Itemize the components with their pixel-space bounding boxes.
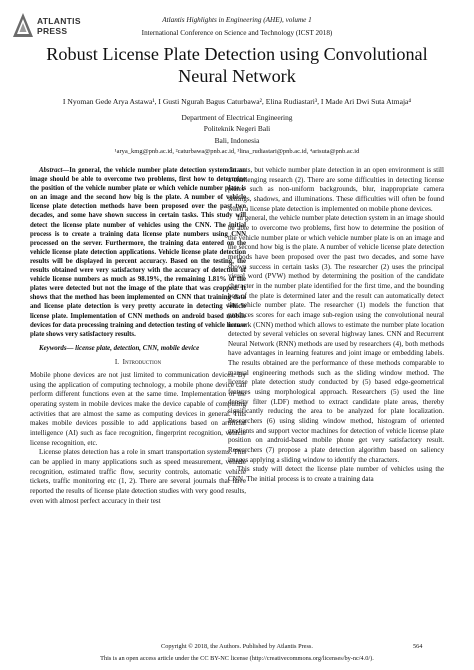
logo-text-line1: ATLANTIS xyxy=(37,16,81,26)
body-paragraph: This study will detect the license plate number of vehicles using the CNN. The initial process is to create a training data xyxy=(228,465,444,483)
abstract xyxy=(30,166,246,339)
conference-header: International Conference on Science and Technology (ICST 2018) xyxy=(141,29,333,37)
affiliation-department: Department of Electrical Engineering xyxy=(181,113,293,122)
left-column xyxy=(30,166,246,506)
keywords: Keywords— license plate, detection, CNN, mobile device xyxy=(39,344,200,352)
paper-title-line: Robust License Plate Detection using Convolutional xyxy=(46,44,428,64)
right-column xyxy=(228,166,444,485)
affiliation-institution: Politeknik Negeri Bali xyxy=(203,124,271,133)
logo-text-line2: PRESS xyxy=(37,26,68,36)
section-heading xyxy=(30,358,246,368)
body-paragraph: datasets, but vehicle number plate detection in an open environment is still a challenging research (2). There are some difficulties in detecting license plates such as non-uniform backgrounds, blur, inappropriate camera settings, shadows, and illuminations. These difficulties will often be found when a license plate detection is implemented on mobile phone devices. xyxy=(228,166,444,213)
abstract-label: Abstract xyxy=(39,167,63,174)
author-list: I Nyoman Gede Arya Astawa¹, I Gusti Ngurah Bagus Caturbawa², Elina Rudiastari³, I Made Ari Dwi Suta Atmaja⁴ xyxy=(62,97,412,106)
body-paragraph: In general, the vehicle number plate detection system in an image should be able to overcome two problems, first how to determine the position of the vehicle number plate or which vehicle number plate is on an image and the second how big is the plate. A number of vehicle license plate detection methods have been proposed over the past two decades, and some have shown success in certain tasks (3). The researcher (2) uses the principal visual word (PVW) method by determining the position of the candidate character in the number plate identified for the first time, and the bounding box of the plate is determined later and the result can automatically detect the vehicle number plate. The researcher (1) models the function that produces scores for each image sub-region using the convolutional neural network (CNN) method which allows to estimate the number plate location detected by several vehicles on several highway lanes. CNN and Recurrent Neural Network (RNN) methods are used by researchers (4), both methods have advantages in learning features and joint image or embedding labels. The results obtained are the performance of these methods comparable to manual engineering methods such as the sliding window method. The license plate detection study conducted by (5) based edge-geometrical features using morphological approach. Researchers (5) used the line density filter (LDF) method to extract candidate plate areas, thereby significantly reducing the area to be analyzed for plate localization. Researchers (6) using sliding window method, histogram of oriented gradients and support vector machines for detection of vehicle license plate position on android-based mobile phone get very satisfactory result. Researchers (7) propose a plate detection algorithm based on saliency images applying a sliding window to identify the characters. xyxy=(228,214,444,464)
author-emails: ¹arya_kmg@pnb.ac.id, ²caturbawa@pnb.ac.id, ³lina_rudiastari@pnb.ac.id, ⁴arisuta@pnb.ac.id xyxy=(114,148,360,155)
journal-header: Atlantis Highlights in Engineering (AHE), volume 1 xyxy=(162,16,312,24)
abstract-text: —In general, the vehicle number plate detection system in an image should be able to overcome two problems, first how to determine the position of the vehicle number plate or which vehicle number plate is on an image and the second how big is the plate. A number of vehicle license plate detection methods have been proposed over the past two decades, and some have shown success in certain tasks. This study will detect the license plate number of vehicles using the CNN. The initial process is to create a training data license plate numbers using CNN processed on the server. Furthermore, the training data entered on the vehicle license plate detection applications. Vehicle license plate detection results will be displayed in percent accuracy. Based on the testing, the results obtained were very satisfactory with the accuracy of detection of vehicle license numbers as much as 98.19%, the remaining 1.81% of the plates were detected but not the image of the plate that was cropped. It shows that the method has been implemented on CNN that training data and license plate detection is very pretty accurate in detecting vehicle license plate. Implementation of CNN methods on android based mobile devices for data processing training and detection testing of vehicle license plate shows very satisfactory results. xyxy=(30,167,246,338)
body-paragraph: Mobile phone devices are not just limited to communication devices. By using the application of computing technology, a mobile phone device can perform different functions even at the same time. Implementation of the operating system in mobile devices make the device capable of computing activities that are almost the same as computing devices in general. This makes mobile devices possible to add applications based on artificial intelligence (AI) such as face recognition, fingerprint recognition, vehicle license recognition, etc. xyxy=(30,371,246,447)
section-number: I. xyxy=(114,358,120,367)
affiliation-location: Bali, Indonesia xyxy=(214,136,260,145)
page-number: 564 xyxy=(413,643,423,650)
footer-copyright: Copyright © 2018, the Authors. Published by Atlantis Press. xyxy=(161,643,313,650)
paper-title xyxy=(20,43,454,87)
paper-title-line: Neural Network xyxy=(178,66,296,86)
section-title: Introduction xyxy=(122,358,162,367)
body-paragraph: License plates detection has a role in smart transportation systems. This can be applied in many applications such as speed measurement, vehicle recognition, estimated traffic flow, security controls, automatic vehicle tickets, traffic monitoring etc (1, 2). There are several journals that have reported the results of license plate detection studies with very good results, even with almost perfect accuracy in their test xyxy=(30,448,246,505)
footer-license: This is an open access article under the CC BY-NC license (http://creativecommons.org/licenses/by-nc/4.0/). xyxy=(100,655,374,662)
